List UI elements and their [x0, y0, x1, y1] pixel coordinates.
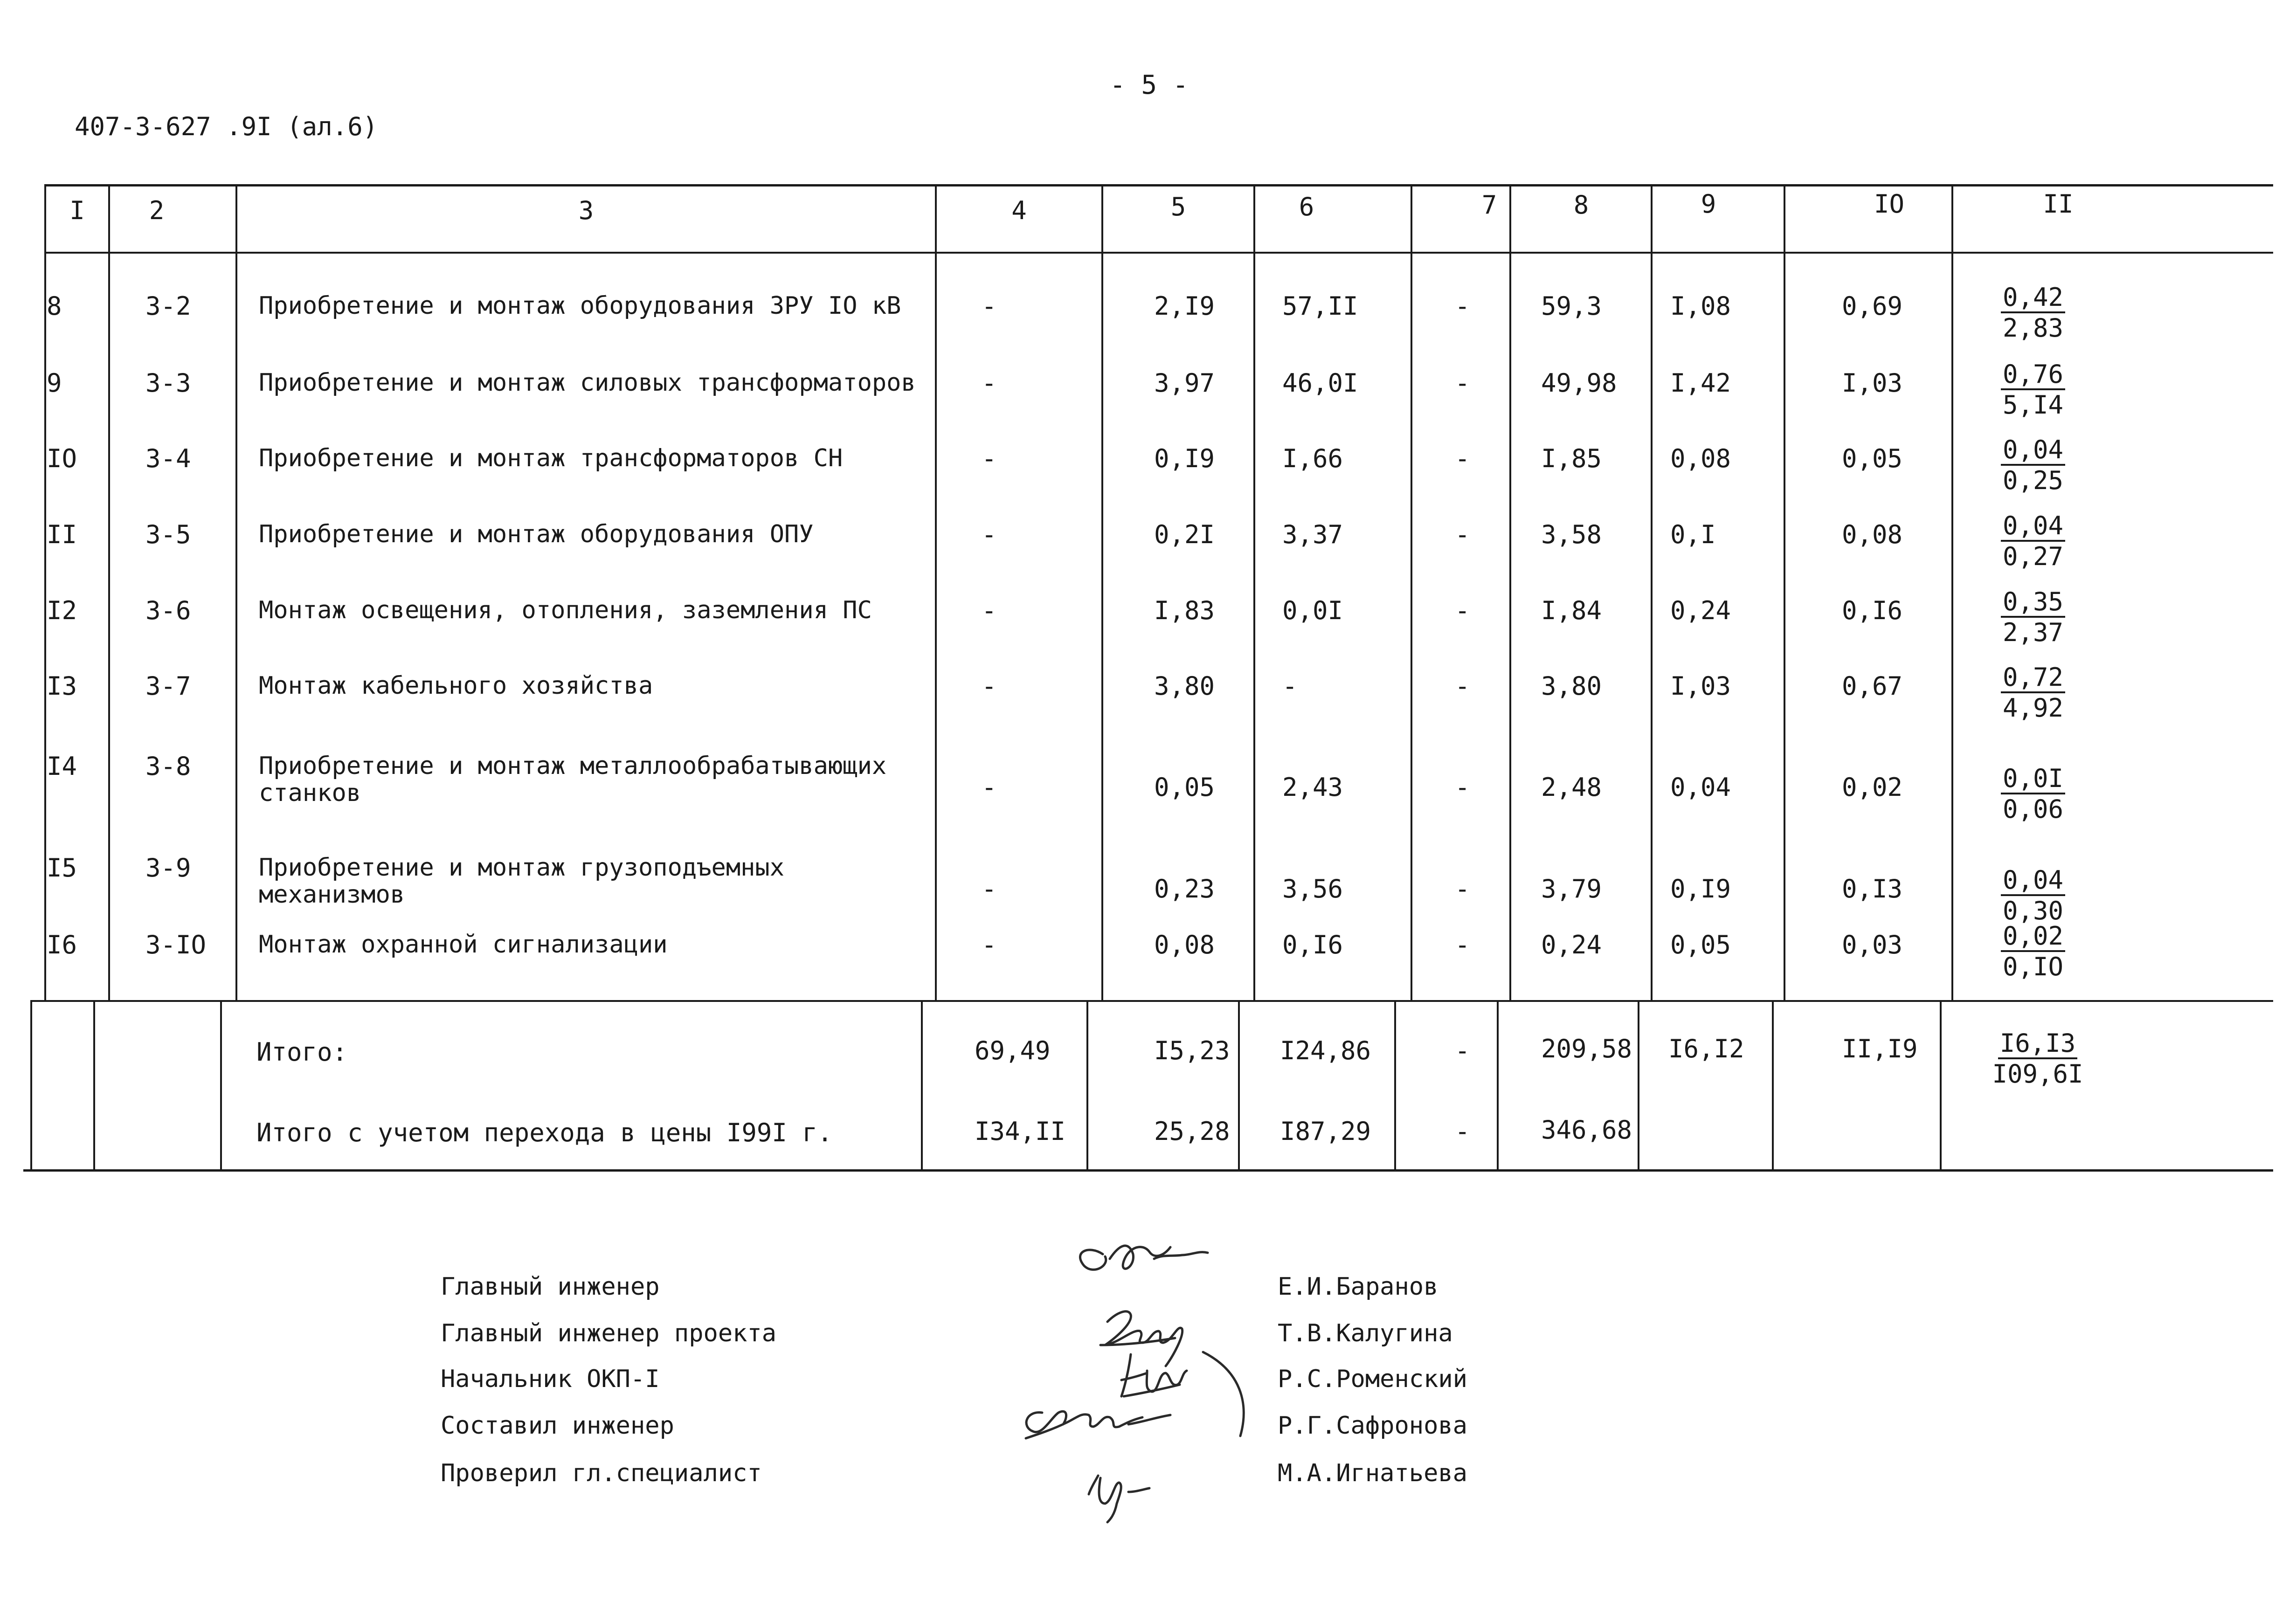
header-cell: 8 — [1573, 190, 1589, 220]
row-col5: 0,I9 — [1154, 444, 1215, 473]
fraction-numerator: 0,0I — [2001, 765, 2065, 794]
row-number: 8 — [47, 291, 62, 321]
row-code: 3-2 — [145, 291, 191, 321]
header-cell: 3 — [578, 196, 594, 225]
row-code: 3-7 — [145, 671, 191, 701]
row-description: Приобретение и монтаж грузоподъемных механизмов — [259, 854, 785, 909]
row-col8: 3,58 — [1541, 520, 1602, 549]
row-col6: 0,0I — [1282, 596, 1343, 625]
row-col4: - — [982, 596, 997, 625]
totals-col10: II,I9 — [1842, 1034, 1918, 1063]
totals-col6: I24,86 — [1280, 1036, 1371, 1065]
row-col5: 0,08 — [1154, 930, 1215, 959]
row-col6: - — [1282, 671, 1298, 701]
row-col6: 3,56 — [1282, 874, 1343, 904]
signature-role: Проверил гл.специалист — [441, 1459, 762, 1487]
row-col10: 0,I6 — [1842, 596, 1903, 625]
row-col9: 0,04 — [1670, 773, 1731, 802]
row-col5: 0,23 — [1154, 874, 1215, 904]
totals-1991-col6: I87,29 — [1280, 1117, 1371, 1146]
row-col8: 0,24 — [1541, 930, 1602, 959]
signature-stroke — [1121, 1352, 1244, 1436]
row-number: I6 — [47, 930, 77, 959]
fraction-denominator: 0,06 — [2002, 794, 2064, 824]
row-col6: 3,37 — [1282, 520, 1343, 549]
totals-1991-col7: - — [1455, 1117, 1470, 1146]
row-col7: - — [1455, 291, 1470, 321]
row-col4: - — [982, 773, 997, 802]
totals-col5: I5,23 — [1154, 1036, 1230, 1065]
row-code: 3-3 — [145, 368, 191, 398]
signature-stroke — [1100, 1311, 1183, 1366]
row-col7: - — [1455, 773, 1470, 802]
signature-name: Р.С.Роменский — [1278, 1365, 1467, 1393]
row-number: I2 — [47, 596, 77, 625]
row-description: Монтаж освещения, отопления, заземления ПС — [259, 596, 872, 624]
header-cell: 7 — [1481, 190, 1497, 220]
row-number: I5 — [47, 853, 77, 883]
page-number: - 5 - — [1110, 70, 1189, 100]
row-col8: 3,79 — [1541, 874, 1602, 904]
totals-col9: I6,I2 — [1668, 1034, 1744, 1063]
row-col7: - — [1455, 368, 1470, 398]
signature-name: М.А.Игнатьева — [1278, 1459, 1467, 1487]
signature-name: Т.В.Калугина — [1278, 1319, 1453, 1347]
row-col9: 0,I — [1670, 520, 1716, 549]
row-col6: 0,I6 — [1282, 930, 1343, 959]
fraction-denominator: 2,37 — [2002, 618, 2064, 647]
row-number: I4 — [47, 752, 77, 781]
header-cell: 5 — [1170, 192, 1186, 221]
row-col7: - — [1455, 596, 1470, 625]
fraction-numerator: 0,72 — [2001, 663, 2065, 693]
row-col9: 0,05 — [1670, 930, 1731, 959]
row-col7: - — [1455, 874, 1470, 904]
row-col6: I,66 — [1282, 444, 1343, 473]
row-col5: I,83 — [1154, 596, 1215, 625]
totals-label: Итого: — [256, 1037, 348, 1067]
row-col9: 0,I9 — [1670, 874, 1731, 904]
row-col4: - — [982, 671, 997, 701]
row-col10: 0,03 — [1842, 930, 1903, 959]
row-code: 3-4 — [145, 444, 191, 473]
totals-col4: 69,49 — [975, 1036, 1051, 1065]
fraction-numerator: 0,04 — [2001, 866, 2065, 896]
row-col10: 0,I3 — [1842, 874, 1903, 904]
row-code: 3-9 — [145, 853, 191, 883]
signature-stroke — [1080, 1246, 1208, 1270]
row-description: Приобретение и монтаж трансформаторов СН — [259, 444, 843, 472]
row-number: I3 — [47, 671, 77, 701]
fraction-numerator: 0,76 — [2001, 360, 2065, 390]
totals-1991-col4: I34,II — [975, 1117, 1066, 1146]
row-col4: - — [982, 520, 997, 549]
row-col4: - — [982, 874, 997, 904]
row-col6: 57,II — [1282, 291, 1358, 321]
fraction-denominator: 4,92 — [2002, 693, 2064, 723]
header-cell: 6 — [1299, 192, 1314, 221]
row-description: Приобретение и монтаж оборудования ОПУ — [259, 520, 814, 548]
row-col5: 3,80 — [1154, 671, 1215, 701]
row-col8: 3,80 — [1541, 671, 1602, 701]
row-col10: 0,08 — [1842, 520, 1903, 549]
row-number: IO — [47, 444, 77, 473]
row-col8: 2,48 — [1541, 773, 1602, 802]
fraction-denominator: 0,27 — [2002, 542, 2064, 571]
fraction-numerator: 0,35 — [2001, 588, 2065, 618]
row-col4: - — [982, 444, 997, 473]
header-cell: IO — [1874, 189, 1905, 219]
row-col4: - — [982, 930, 997, 959]
fraction-denominator: 0,30 — [2002, 896, 2064, 925]
signature-stroke — [1089, 1476, 1149, 1522]
header-cell: I — [69, 196, 85, 225]
row-col10: 0,05 — [1842, 444, 1903, 473]
header-cell: 9 — [1701, 189, 1716, 219]
row-col10: 0,69 — [1842, 291, 1903, 321]
signature-role: Начальник ОКП-I — [441, 1365, 660, 1393]
row-col7: - — [1455, 520, 1470, 549]
header-cell: II — [2043, 189, 2074, 219]
signature-role: Главный инженер — [441, 1273, 660, 1301]
row-description: Приобретение и монтаж силовых трансформаторов — [259, 369, 916, 397]
totals-col8: 209,58 — [1541, 1034, 1632, 1063]
fraction-denominator: 2,83 — [2002, 313, 2064, 343]
row-col9: I,03 — [1670, 671, 1731, 701]
row-col5: 3,97 — [1154, 368, 1215, 398]
fraction-denominator: I09,6I — [1992, 1059, 2083, 1089]
row-description: Монтаж кабельного хозяйства — [259, 672, 653, 700]
row-col8: 59,3 — [1541, 291, 1602, 321]
row-col6: 46,0I — [1282, 368, 1358, 398]
row-code: 3-8 — [145, 752, 191, 781]
row-code: 3-6 — [145, 596, 191, 625]
header-cell: 4 — [1011, 196, 1027, 225]
row-col10: 0,02 — [1842, 773, 1903, 802]
row-description: Приобретение и монтаж оборудования ЗРУ IO кВ — [259, 292, 901, 320]
fraction-denominator: 0,IO — [2002, 952, 2064, 981]
row-col8: I,84 — [1541, 596, 1602, 625]
row-col4: - — [982, 368, 997, 398]
row-description: Монтаж охранной сигнализации — [259, 931, 668, 959]
row-col9: 0,24 — [1670, 596, 1731, 625]
fraction-denominator: 5,I4 — [2002, 390, 2064, 420]
row-col7: - — [1455, 671, 1470, 701]
fraction-numerator: 0,42 — [2001, 283, 2065, 313]
row-col5: 2,I9 — [1154, 291, 1215, 321]
row-col5: 0,2I — [1154, 520, 1215, 549]
fraction-numerator: 0,04 — [2001, 436, 2065, 466]
row-number: II — [47, 520, 77, 549]
row-col6: 2,43 — [1282, 773, 1343, 802]
totals-1991-col5: 25,28 — [1154, 1117, 1230, 1146]
totals-1991-label: Итого с учетом перехода в цены I99I г. — [256, 1118, 833, 1147]
row-col7: - — [1455, 930, 1470, 959]
row-code: 3-5 — [145, 520, 191, 549]
row-col9: 0,08 — [1670, 444, 1731, 473]
fraction-numerator: 0,04 — [2001, 512, 2065, 542]
row-col9: I,42 — [1670, 368, 1731, 398]
header-cell: 2 — [149, 196, 165, 225]
totals-col7: - — [1455, 1036, 1470, 1065]
signature-role: Составил инженер — [441, 1412, 674, 1440]
signature-name: Е.И.Баранов — [1278, 1273, 1438, 1301]
fraction-numerator: 0,02 — [2001, 922, 2065, 952]
fraction-numerator: I6,I3 — [1998, 1029, 2078, 1059]
signature-name: Р.Г.Сафронова — [1278, 1412, 1467, 1440]
row-col7: - — [1455, 444, 1470, 473]
row-col4: - — [982, 291, 997, 321]
row-col8: I,85 — [1541, 444, 1602, 473]
row-number: 9 — [47, 368, 62, 398]
row-col5: 0,05 — [1154, 773, 1215, 802]
document-code: 407-3-627 .9I (ал.6) — [75, 112, 378, 141]
signature-role: Главный инженер проекта — [441, 1319, 777, 1347]
row-code: 3-IO — [145, 930, 207, 959]
row-col8: 49,98 — [1541, 368, 1617, 398]
fraction-denominator: 0,25 — [2002, 466, 2064, 495]
row-description: Приобретение и монтаж металлообрабатывающих станков — [259, 752, 887, 807]
row-col10: 0,67 — [1842, 671, 1903, 701]
row-col10: I,03 — [1842, 368, 1903, 398]
signature-stroke — [1026, 1411, 1170, 1438]
totals-1991-col8: 346,68 — [1541, 1115, 1632, 1145]
row-col9: I,08 — [1670, 291, 1731, 321]
